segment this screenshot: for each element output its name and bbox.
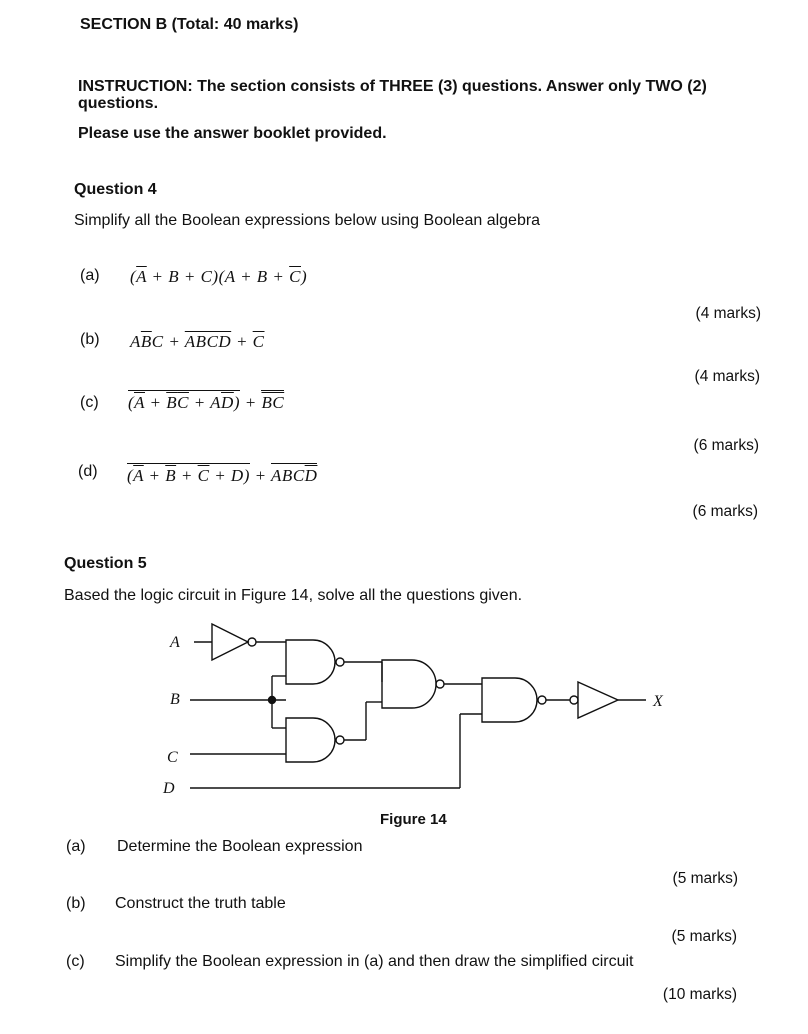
q4-part-b-expression: $A\overline{B}C$ + ABCD + $\overline{C}$ xyxy=(130,332,265,351)
input-label-a: A xyxy=(170,634,180,651)
q5-part-c-label: (c) xyxy=(66,953,85,970)
q4-part-d-expression: $(\overline{A} + \overline{B} + \overline{C} + D) + ABC\overline{D}$ xyxy=(127,466,317,486)
nand-gate-4-bubble xyxy=(538,696,546,704)
q4-part-c-expression: $(A + \overline{B}\overline{C} + A\overline{D}) + \overline{BC}$ xyxy=(128,393,284,413)
nand-gate-4 xyxy=(482,678,537,722)
nand-gate-1 xyxy=(286,640,335,684)
q5-part-b-marks: (5 marks) xyxy=(671,928,737,945)
input-label-c: C xyxy=(167,749,178,766)
q4-part-c-label: (c) xyxy=(80,394,99,411)
output-label-x: X xyxy=(653,693,663,710)
input-label-b: B xyxy=(170,691,180,708)
nand-gate-2-bubble xyxy=(336,736,344,744)
input-label-d: D xyxy=(163,780,175,797)
logic-circuit-figure xyxy=(150,610,710,810)
q4-part-a-marks: (4 marks) xyxy=(695,305,761,322)
instruction-line-1: INSTRUCTION: The section consists of THREE (3) questions. Answer only TWO (2) xyxy=(78,78,707,95)
q4-part-c-marks: (6 marks) xyxy=(693,437,759,454)
q4-part-b-marks: (4 marks) xyxy=(694,368,760,385)
q5-prompt: Based the logic circuit in Figure 14, solve all the questions given. xyxy=(64,587,523,604)
not-gate-a xyxy=(212,624,248,660)
q4-prompt: Simplify all the Boolean expressions below using Boolean algebra xyxy=(74,212,541,229)
q5-title: Question 5 xyxy=(64,555,147,572)
q4-part-d-marks: (6 marks) xyxy=(692,503,758,520)
q4-part-a-label: (a) xyxy=(80,267,100,284)
not-gate-out-bubble xyxy=(570,696,578,704)
nand-gate-3 xyxy=(382,660,436,708)
nand-gate-2 xyxy=(286,718,335,762)
q5-part-c-marks: (10 marks) xyxy=(662,986,737,1003)
nand-gate-1-bubble xyxy=(336,658,344,666)
q5-part-b-label: (b) xyxy=(66,895,86,912)
section-title: SECTION B (Total: 40 marks) xyxy=(80,16,299,33)
figure-caption: Figure 14 xyxy=(380,811,447,828)
q4-part-a-expression: $(\overline{A} + B + C)(A + B + \overline{C})$ xyxy=(130,267,308,286)
q4-part-b-label: (b) xyxy=(80,331,100,348)
junction-b xyxy=(269,697,276,704)
q5-part-a-text: Determine the Boolean expression xyxy=(117,838,363,855)
q5-part-c-text: Simplify the Boolean expression in (a) and then draw the simplified circuit xyxy=(115,953,634,970)
nand-gate-3-bubble xyxy=(436,680,444,688)
instruction-line-3: Please use the answer booklet provided. xyxy=(78,125,387,142)
q5-part-a-marks: (5 marks) xyxy=(672,870,738,887)
q5-part-b-text: Construct the truth table xyxy=(115,895,286,912)
q4-part-d-label: (d) xyxy=(78,463,98,480)
instruction-line-2: questions. xyxy=(78,95,159,112)
q5-part-a-label: (a) xyxy=(66,838,86,855)
not-gate-out xyxy=(578,682,618,718)
q4-title: Question 4 xyxy=(74,181,157,198)
